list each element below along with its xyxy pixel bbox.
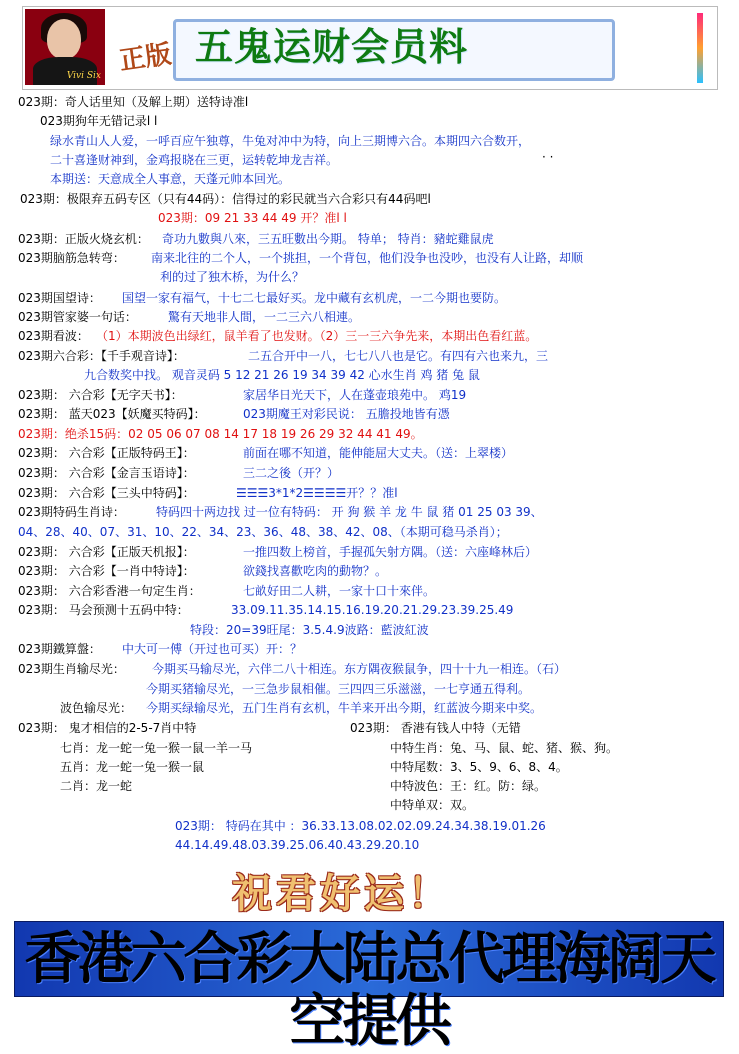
line-34-right: 中特生肖：兔、马、鼠、蛇、猪、猴、狗。 bbox=[390, 741, 619, 755]
line-29-text: 中大可一傅（开过也可买）开：？ bbox=[122, 642, 303, 656]
line-36-right: 中特波色：王：红。防：绿。 bbox=[390, 779, 547, 793]
line-34-left: 七肖：龙一蛇一兔一猴一鼠一羊一马 bbox=[60, 741, 253, 755]
line-4: 二十喜逢财神到，金鸡报晓在三更，运转乾坤龙吉祥。 bbox=[50, 153, 339, 167]
line-11-text: 国望一家有福气，十七二七最好买。龙中藏有玄机虎，一二今期也要防。 bbox=[122, 291, 507, 305]
header-decoration bbox=[613, 7, 717, 89]
line-16-text: 家居华日光天下，人在蓬壶琅苑中。 鸡19 bbox=[243, 388, 467, 402]
line-26-text: 七畝好田二人耕，一家十口十來伴。 bbox=[243, 584, 436, 598]
line-32-text: 今期买绿输尽光，五门生肖有玄机，牛羊来开出今期，红蓝波今期来中奖。 bbox=[146, 701, 543, 715]
line-23: 04、28、40、07、31、10、22、34、23、36、48、38、42、08、（本期可稳马杀肖）； bbox=[18, 525, 508, 539]
line-21-label: 023期： 六合彩【三头中特码】： bbox=[18, 486, 195, 500]
line-6: 023期：极限弃五码专区（只有44码）：信得过的彩民就当六合彩只有44码吧l bbox=[20, 192, 431, 206]
line-17-text: 023期魔王对彩民说： 五膽投地皆有憑 bbox=[243, 407, 450, 421]
line-14-text: 二五合开中一八，七七八八也是它。有四有六也来九，三 bbox=[248, 349, 549, 363]
line-30-label: 023期生肖输尽光： bbox=[18, 662, 125, 676]
line-27-text: 33.09.11.35.14.15.16.19.20.21.29.23.39.25.49 bbox=[231, 603, 514, 617]
line-9-label: 023期脑筋急转弯： bbox=[18, 251, 125, 265]
footer-banner bbox=[14, 921, 724, 1054]
line-25-label: 023期： 六合彩【一肖中特诗】： bbox=[18, 564, 195, 578]
line-11-label: 023期国望诗： bbox=[18, 291, 101, 305]
line-10: 利的过了独木桥，为什么？ bbox=[160, 270, 305, 284]
photo-face bbox=[47, 19, 81, 59]
line-14-label: 023期六合彩：【千手观音诗】： bbox=[18, 349, 185, 363]
line-2: 023期狗年无错记录l l bbox=[40, 114, 158, 128]
seal-stamp: 正版 bbox=[117, 39, 174, 77]
line-17-label: 023期： 蓝天023【妖魔买特码】： bbox=[18, 407, 206, 421]
photo-signature: Vivi Six bbox=[66, 71, 101, 81]
line-13-text: （1）本期波色出绿红，鼠羊看了也发财。（2）三一三六争先来，本期出色看红蓝。 bbox=[96, 329, 538, 343]
line-22-text: 特码四十两边找 过一位有特码： 开 狗 猴 羊 龙 牛 鼠 猪 01 25 03 39、 bbox=[156, 505, 543, 519]
line-24-text: 一推四数上榜首，手握孤矢射方隅。（送：六座峰林后） bbox=[243, 545, 538, 559]
line-19-text: 前面在哪不知道，能伸能屈大丈夫。（送：上翠楼） bbox=[243, 446, 514, 460]
line-21-text: ☰☰☰3*1*2☰☰☰☰开？？准l bbox=[236, 486, 398, 500]
line-33-right: 023期： 香港有钱人中特（无错 bbox=[350, 721, 521, 735]
line-7: 023期：09 21 33 44 49 开？准l l bbox=[158, 211, 347, 225]
line-19-label: 023期： 六合彩【正版特码王】： bbox=[18, 446, 195, 460]
line-12-label: 023期管家婆一句话： bbox=[18, 310, 137, 324]
page-title: 五鬼运财会员料 bbox=[195, 25, 469, 69]
line-27-label: 023期： 马会预测十五码中特： bbox=[18, 603, 189, 617]
line-5: 本期送：天意成全人事意，天蓬元帅本回光。 bbox=[50, 172, 291, 186]
line-12-text: 驚有天地非人間，一二三六八相連。 bbox=[168, 310, 361, 324]
line-38: 023期： 特码在其中 ：36.33.13.08.02.02.09.24.34.38.19.01.26 bbox=[175, 819, 546, 833]
line-1: 023期：奇人话里知（及解上期）送特诗准l bbox=[18, 95, 249, 109]
line-29-label: 023期鐵算盤： bbox=[18, 642, 101, 656]
header-panel bbox=[22, 6, 718, 90]
line-8-label: 023期：正版火烧玄机： bbox=[18, 232, 149, 246]
line-9-text: 南来北往的二个人，一个挑担，一个背包，他们没争也没吵，也没有人让路，却顺 bbox=[151, 251, 584, 265]
line-20-label: 023期： 六合彩【金言玉语诗】： bbox=[18, 466, 195, 480]
line-16-label: 023期： 六合彩【无字天书】： bbox=[18, 388, 183, 402]
line-24-label: 023期： 六合彩【正版天机报】： bbox=[18, 545, 195, 559]
line-18: 023期：绝杀15码：02 05 06 07 08 14 17 18 19 26 29 32 44 41 49。 bbox=[18, 427, 423, 441]
line-32-label: 波色输尽光： bbox=[60, 701, 133, 715]
line-26-label: 023期： 六合彩香港一句定生肖： bbox=[18, 584, 201, 598]
footer-banner-text: 香港六合彩大陆总代理海阔天空提供 bbox=[24, 926, 714, 1054]
line-35-left: 五肖：龙一蛇一兔一猴一鼠 bbox=[60, 760, 205, 774]
line-4-dots: · · bbox=[542, 150, 554, 164]
line-3: 绿水青山人人爱，一呼百应午独尊，牛兔对冲中为特，向上三期博六合。本期四六合数开， bbox=[50, 134, 531, 148]
line-35-right: 中特尾数：3、5、9、6、8、4。 bbox=[390, 760, 568, 774]
line-20-text: 三二之後（开？） bbox=[243, 466, 340, 480]
line-28: 特段：20=39旺尾：3.5.4.9波路：藍波紅波 bbox=[190, 623, 429, 637]
line-15: 九合数奖中找。 观音灵码 5 12 21 26 19 34 39 42 心水生肖 鸡 猪 兔 鼠 bbox=[84, 368, 480, 382]
line-8-text: 奇功九數與八來，三五旺數出今期。 特单； 特肖：豬蛇雞鼠虎 bbox=[162, 232, 494, 246]
line-31: 今期买猪输尽光，一三急步鼠相催。三四四三乐滋滋，一七亨通五得利。 bbox=[146, 682, 531, 696]
line-37-right: 中特单双：双。 bbox=[390, 798, 475, 812]
line-30-text: 今期买马输尽光，六伴二八十相连。东方隅夜猴鼠争，四十十九一相连。（石） bbox=[152, 662, 567, 676]
line-25-text: 欲錢找喜歡吃肉的動物？。 bbox=[243, 564, 388, 578]
author-photo bbox=[25, 9, 105, 85]
line-13-label: 023期看波： bbox=[18, 329, 89, 343]
line-33-left: 023期： 鬼才相信的2-5-7肖中特 bbox=[18, 721, 197, 735]
line-36-left: 二肖：龙一蛇 bbox=[60, 779, 133, 793]
line-22-label: 023期特码生肖诗： bbox=[18, 505, 125, 519]
line-39: 44.14.49.48.03.39.25.06.40.43.29.20.10 bbox=[175, 838, 420, 852]
good-luck-text: 祝君好运！ bbox=[232, 871, 452, 917]
